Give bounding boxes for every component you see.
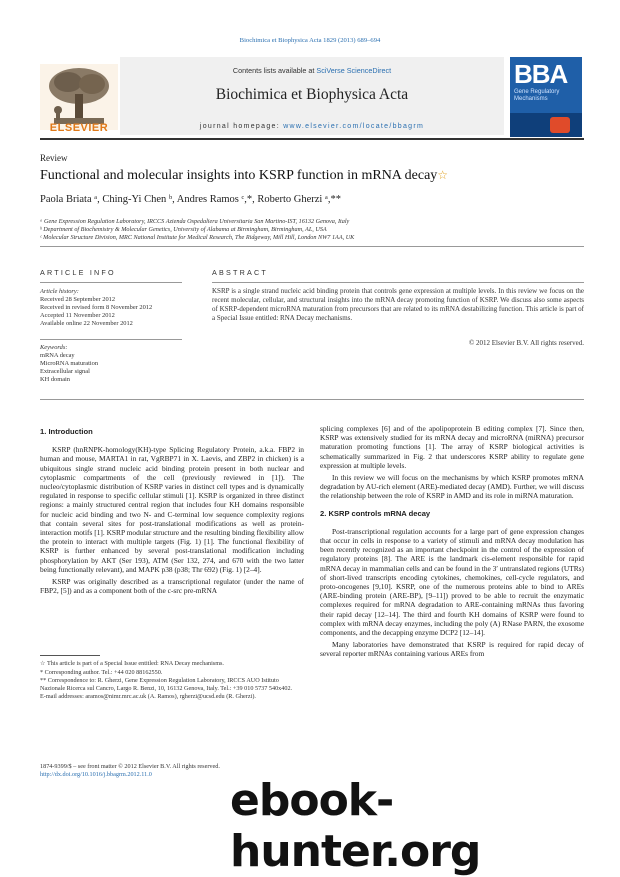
keyword-item: mRNA decay [40,352,75,359]
body-column-right [320,424,584,662]
article-info-heading: ARTICLE INFO [40,268,116,277]
keywords-divider [40,339,182,340]
copyright-notice: © 2012 Elsevier B.V. All rights reserved. [468,339,584,347]
footnote-divider [40,655,100,656]
journal-title: Biochimica et Biophysica Acta [215,86,409,103]
footnote-special-issue: ☆ This article is part of a Special Issue entitled: RNA Decay mechanisms. [40,660,224,667]
homepage-prefix: journal homepage: [199,123,280,130]
affiliation-b: ᵇ Department of Biochemistry & Molecular Genetics, University of Alabama at Birmingham, Birmingham, AL, USA [40,226,327,233]
footnote-email[interactable]: E-mail addresses: aramos@nimr.mrc.ac.uk (A. Ramos), rgherzi@ucsd.edu (R. Gherzi). [40,693,256,701]
abstract-text: KSRP is a single strand nucleic acid binding protein that controls gene expression at multiple levels. In this review we focus on the recent molecular, cellular, and structural insights into the mRNA decay promoting function of KSRP. We discuss also some aspects of KSRP-dependent microRNA maturation from precursors that are related to its mRNA destabilizing function. This article is part of a Special Issue entitled: RNA Decay mechanisms. [212,287,584,322]
contents-line [120,66,504,75]
homepage-line [120,123,504,130]
history-label: Article history: [40,288,79,295]
watermark: ebook-hunter.org [230,775,481,877]
abstract-divider [212,282,584,283]
body-paragraph: splicing complexes [6] and of the apolipoprotein B editing complex [7]. Since then, KSRP was extensively studied for its mRNA decay and microRNA (miRNA) precursor maturation promoting functions [1]. The array of KSRP biological activities is schematically summarized in Fig. 2 that underscores KSRP ability to regulate gene expression at multiple levels. [320,424,584,470]
history-accepted: Accepted 11 November 2012 [40,312,115,319]
history-revised: Received in revised form 8 November 2012 [40,304,153,311]
cover-logo: BBA [514,59,568,89]
footnotes [40,660,304,702]
footnote-correspondence: ** Correspondence to: R. Gherzi, Gene Expression Regulation Laboratory, IRCCS AUO Istituto Nazionale Ricerca sul Cancro, Largo R. Benzi, 10, 16132 Genova, Italy. Tel.: +39 010 5737 540x402. [40,677,293,692]
keyword-item: Extracellular signal [40,368,90,375]
history-received: Received 28 September 2012 [40,296,116,303]
affiliation-divider [40,246,584,247]
body-paragraph: KSRP was originally described as a transcriptional regulator (under the name of FBP2, [5]) and as a component both of the c-src pre-mRNA [40,577,304,596]
author-list: Paola Briata ᵃ, Ching-Yi Chen ᵇ, Andres Ramos ᶜ,*, Roberto Gherzi ᵃ,** [40,194,341,205]
section-heading-mrna-decay: 2. KSRP controls mRNA decay [320,508,431,518]
journal-cover-thumbnail [510,57,582,137]
issn-line: 1874-9399/$ – see front matter © 2012 Elsevier B.V. All rights reserved. [40,763,220,770]
article-info-divider [40,282,182,283]
article-type: Review [40,153,68,163]
history-online: Available online 22 November 2012 [40,320,133,327]
journal-reference[interactable]: Biochimica et Biophysica Acta 1829 (2013) 689–694 [239,37,381,44]
elsevier-wordmark: ELSEVIER [49,122,109,134]
doi-link[interactable]: http://dx.doi.org/10.1016/j.bbagrm.2012.11.0 [40,771,152,778]
body-column-left [40,424,304,598]
cover-band [510,113,582,137]
affiliation-c: ᶜ Molecular Structure Division, MRC National Institute for Medical Research, The Ridgeway, Mill Hill, London NW7 1AA, UK [40,234,355,241]
keywords-label: Keywords: [40,344,68,351]
body-paragraph: Many laboratories have demonstrated that KSRP is required for rapid decay of several reporter mRNAs containing various AREs from [320,640,584,659]
article-title-text: Functional and molecular insights into KSRP function in mRNA decay [40,168,438,183]
cover-graphic [550,117,570,133]
article-title [40,168,448,184]
header-divider [40,138,584,140]
abstract-heading: ABSTRACT [212,268,268,277]
affiliation-a: ᵃ Gene Expression Regulation Laboratory, IRCCS Azienda Ospedaliera Universitaria San Martino-IST, 16132 Genova, Italy [40,218,350,225]
body-paragraph: KSRP (hnRNPK-homology(KH)-type Splicing Regulatory Protein, a.k.a. FBP2 in human and mouse, MARTA1 in rat, VgRBP71 in X. Laevis, and ZBP2 in chicken) is a ubiquitous single strand nucleic acid binding protein present in both nuclear and cytoplasmic compartments of the cell (previously reviewed in [1]). The nucleo/cytoplasmic distribution of KSRP varies in distinct cell types and is dynamically regulated in response to specific cellular stimuli [1]. KSRP is organized in three distinct regions: a mainly structured central region that includes four KH domains responsible for nucleic acid binding and two N- and C-terminal low sequence complexity regions that contain several sites for post-translational modifications as well as protein-interaction motifs [1]. KSRP modular structure and the resulting binding flexibility allow the protein to interact with multiple targets (Fig. 1) [1]. The functional flexibility of KSRP is further enhanced by several post-translational modification including phosphorylation by AKT (Ser 193), ATM (Ser 132, 274, and 670 with the two latter being functionally relevant), and MAPK p38 (p38; Thr 692) (Fig. 1) [2–4]. [40,445,304,574]
body-divider [40,399,584,400]
title-footnote-star-icon[interactable]: ☆ [437,168,449,182]
body-paragraph: In this review we will focus on the mechanisms by which KSRP promotes mRNA degradation by AU-rich element (ARE)-mediated decay (AMD). Further, we will discuss the relationship between the role of KSRP in AMD and its role in miRNA maturation. [320,473,584,501]
keyword-item: KH domain [40,376,70,383]
contents-prefix: Contents lists available at [232,66,315,75]
cover-subtitle: Gene Regulatory Mechanisms [514,89,560,102]
footnote-corresponding-author: * Corresponding author. Tel.: +44 020 88162550. [40,668,163,676]
homepage-link[interactable]: www.elsevier.com/locate/bbagrm [283,123,425,130]
sciencedirect-link[interactable]: SciVerse ScienceDirect [316,66,392,75]
keyword-item: MicroRNA maturation [40,360,99,367]
body-paragraph: Post-transcriptional regulation accounts for a large part of gene expression changes that occur in cells in response to a variety of stimuli and mRNA decay modulation has been recently recognized as an important checkpoint in the control of the expression of regulatory proteins [8]. The ARE is the landmark cis-element responsible for rapid mRNA decay in mammalian cells and can be found in the 3′ untranslated regions (UTRs) of short-lived transcripts encoding cytokines, chemokines, cell-cycle regulators, and proto-oncogenes [9,10]. KSRP, one of the numerous proteins able to bind to AREs (ARE-binding protein (ARE-BP), [9–11]) proved to be able to recruit the enzymatic complexes required for mRNA degradation to ARE-containing mRNAs thus favoring their rapid decay [12–14]. The third and fourth KH domains of KSRP were found to complex with mRNA decay enzymes, including the poly (A) RNase PARN, the exosome components, and the decapping enzyme DCP2 [12–14]. [320,526,584,638]
section-heading-introduction: 1. Introduction [40,427,93,436]
